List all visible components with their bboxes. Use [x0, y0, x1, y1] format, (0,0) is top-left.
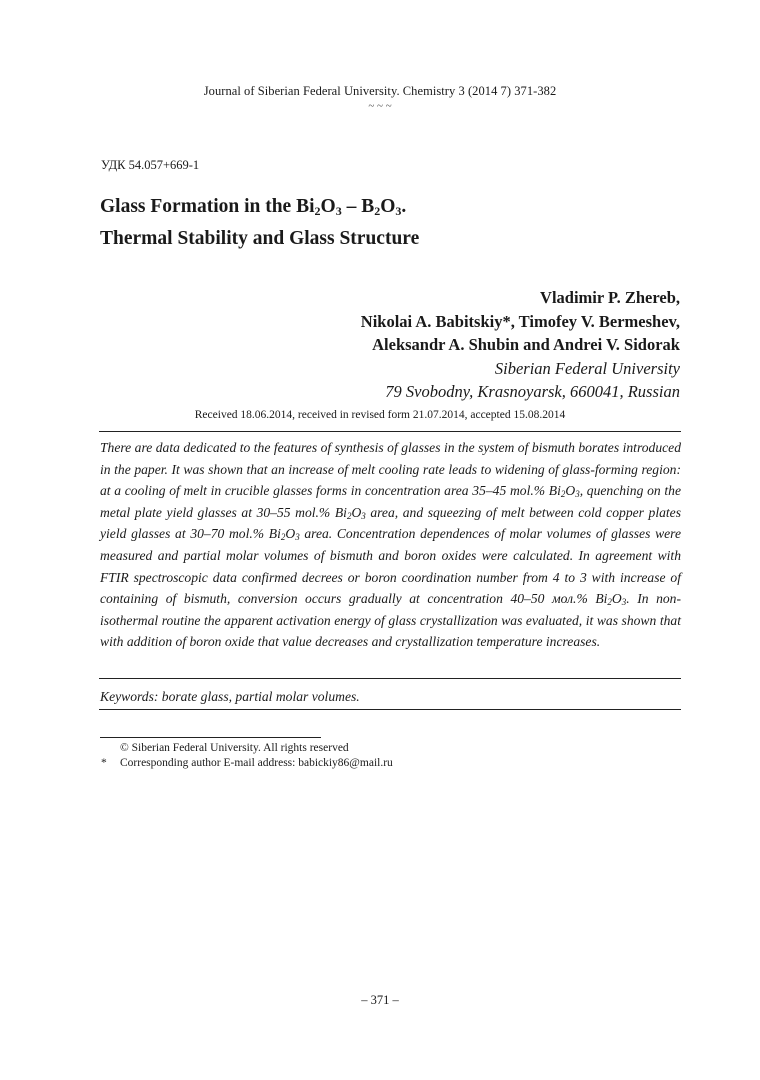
keywords-line: Keywords: borate glass, partial molar volumes.: [100, 689, 360, 704]
corresponding-email: Corresponding author E-mail address: babickiy86@mail.ru: [120, 757, 393, 769]
author-line-3: Aleksandr A. Shubin and Andrei V. Sidorak: [372, 335, 680, 354]
keywords-top-rule: [99, 678, 681, 679]
copyright-footnote: © Siberian Federal University. All rights reserved: [120, 742, 349, 754]
abstract-top-rule: [99, 431, 681, 432]
corresponding-footnote: [101, 757, 393, 769]
page-number: – 371 –: [361, 993, 399, 1007]
journal-header: Journal of Siberian Federal University. Chemistry 3 (2014 7) 371-382: [203, 84, 557, 98]
keywords-bottom-rule: [99, 709, 681, 710]
affiliation-name: Siberian Federal University: [494, 358, 680, 378]
header-separator: ~ ~ ~: [368, 100, 392, 112]
author-line-2: Nikolai A. Babitskiy*, Timofey V. Bermeshev,: [360, 311, 680, 331]
affiliation-address: 79 Svobodny, Krasnoyarsk, 660041, Russian: [385, 382, 680, 401]
title-line-1: Glass Formation in the $Bi_2O_3 - B_2O_3$.: [100, 196, 407, 218]
received-dates: Received 18.06.2014, received in revised form 21.07.2014, accepted 15.08.2014: [194, 409, 566, 421]
paper-title: [100, 191, 700, 255]
footnote-asterisk: *: [101, 757, 107, 769]
author-block: [361, 286, 680, 404]
footnote-rule: [100, 737, 321, 738]
title-line-2: Thermal Stability and Glass Structure: [100, 228, 420, 249]
author-line-1: Vladimir P. Zhereb,: [540, 288, 680, 307]
abstract-text: There are data dedicated to the features of synthesis of glasses in the system of bismuth borates introduced in the paper. It was shown that an increase of melt cooling rate leads to widening of glass-forming region: at a cooling of melt in crucible glasses forms in concentration area 35–45 mol.% $Bi_2O_3$, quenching on the metal plate yield glasses at 30–55 mol.% $Bi_2O_3$ area, and squeezing of melt between cold copper plates yield glasses at 30–70 mol.% $Bi_2O_3$ area. Concentration dependences of molar volumes of glasses were measured and partial molar volumes of bismuth and boron oxides were calculated. In agreement with FTIR spectroscopic data confirmed decrees or boron coordination number from 4 to 3 with increase of containing of bismuth, conversion occurs gradually at concentration 40–50 мол.% $Bi_2O_3$. In non-isothermal routine the apparent activation energy of glass crystallization was evaluated, it was shown that with addition of boron oxide that value decreases and crystallization temperature increases.: [100, 440, 682, 650]
udc-code: УДК 54.057+669-1: [101, 158, 200, 172]
